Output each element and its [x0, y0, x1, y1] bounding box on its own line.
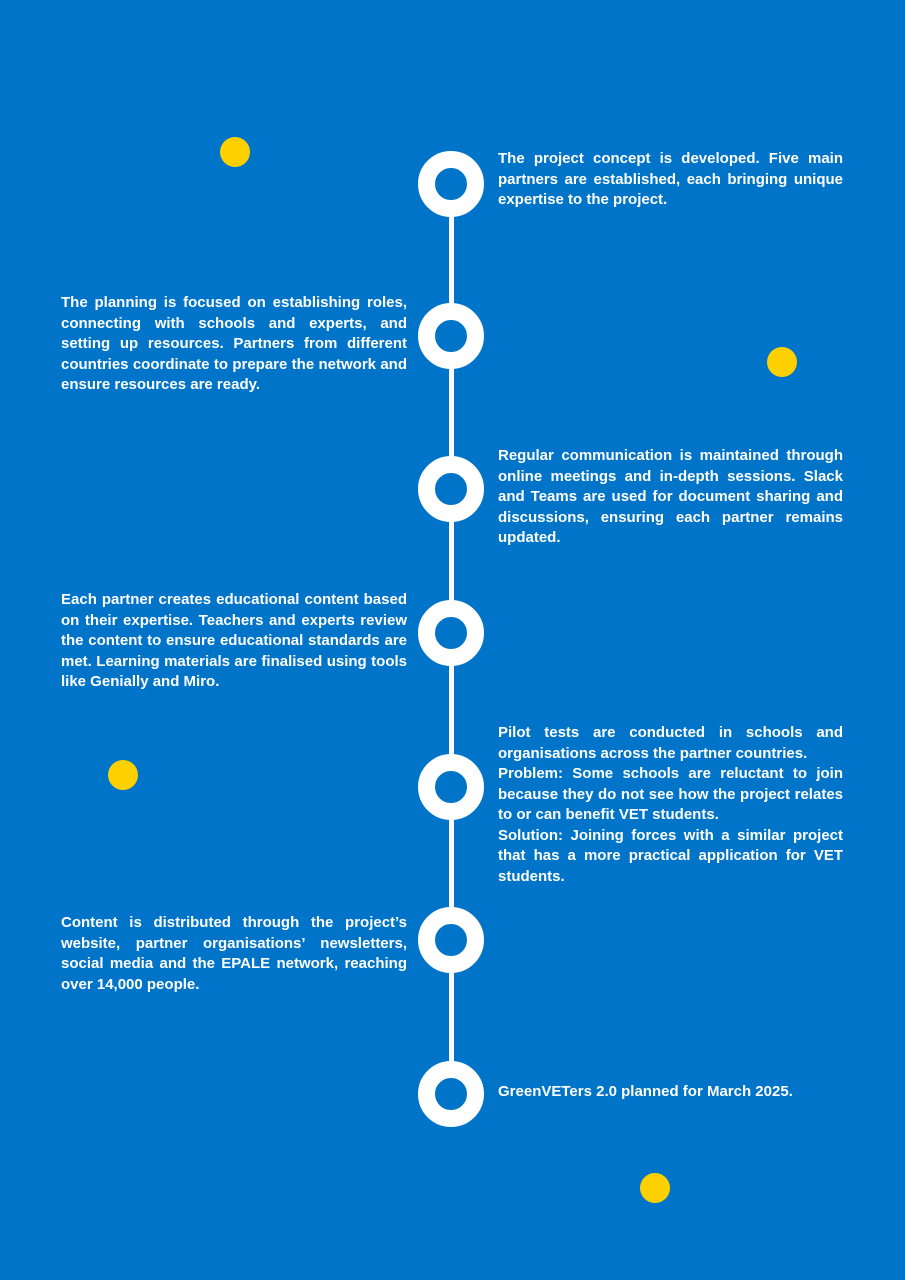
step-1-paragraph-1: The project concept is developed. Five main partners are established, each bringing unique expertise to the project. [498, 150, 843, 208]
timeline-step-5-text [498, 723, 843, 887]
step-5-paragraph-2: Problem: Some schools are reluctant to join because they do not see how the project relates to or can benefit VET students. [498, 765, 843, 823]
timeline-step-1-text [498, 149, 843, 211]
timeline-node-3 [418, 456, 484, 522]
timeline-node-6 [418, 907, 484, 973]
step-3-paragraph-1: Regular communication is maintained through online meetings and in-depth sessions. Slack and Teams are used for document sharing and discussions, ensuring each partner remains updated. [498, 447, 843, 546]
timeline-step-3-text [498, 446, 843, 549]
timeline-step-7-text [498, 1082, 843, 1103]
decorative-dot [220, 137, 250, 167]
timeline-node-1 [418, 151, 484, 217]
step-5-paragraph-3: Solution: Joining forces with a similar project that has a more practical application for VET students. [498, 826, 843, 885]
step-7-paragraph-1: GreenVETers 2.0 planned for March 2025. [498, 1083, 793, 1100]
timeline-node-7 [418, 1061, 484, 1127]
step-6-paragraph-1: Content is distributed through the project’s website, partner organisations’ newsletters, social media and the EPALE network, reaching over 14,000 people. [61, 914, 407, 993]
step-2-paragraph-1: The planning is focused on establishing roles, connecting with schools and experts, and setting up resources. Partners from different countries coordinate to prepare the network and ensure resources are ready. [61, 294, 407, 393]
decorative-dot [640, 1173, 670, 1203]
timeline-node-2 [418, 303, 484, 369]
step-5-paragraph-1: Pilot tests are conducted in schools and organisations across the partner countries. [498, 724, 843, 762]
timeline-node-5 [418, 754, 484, 820]
timeline-step-4-text [61, 590, 407, 693]
step-4-paragraph-1: Each partner creates educational content based on their expertise. Teachers and experts review the content to ensure educational standards are met. Learning materials are finalised using tools like Genially and Miro. [61, 591, 407, 690]
decorative-dot [108, 760, 138, 790]
timeline-node-4 [418, 600, 484, 666]
decorative-dot [767, 347, 797, 377]
timeline-step-2-text [61, 293, 407, 396]
timeline-step-6-text [61, 913, 407, 995]
